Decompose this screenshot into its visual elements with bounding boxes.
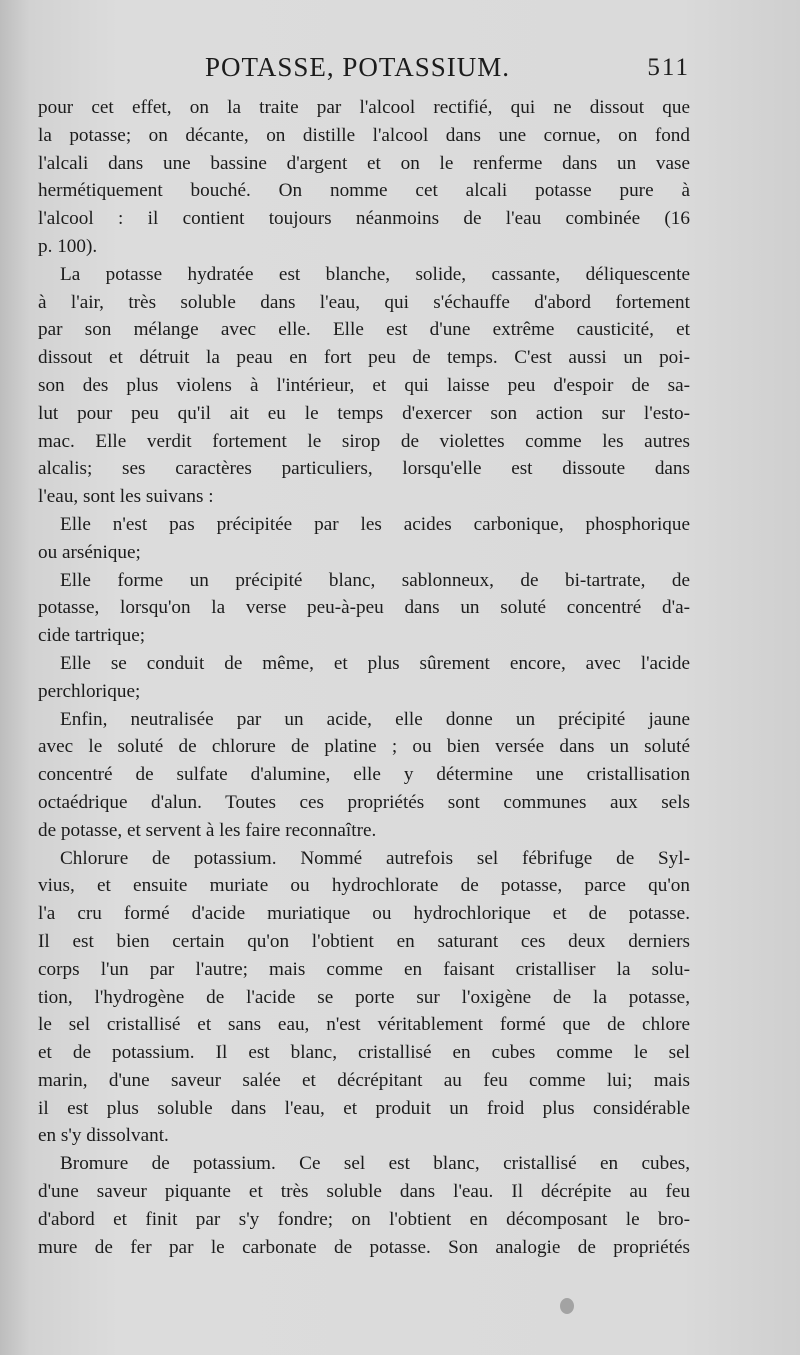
text-line: d'une saveur piquante et très soluble dans l'eau. Il décrépite au feu	[38, 1181, 690, 1203]
text-line: cide tartrique;	[38, 625, 146, 647]
text-line: à l'air, très soluble dans l'eau, qui s'échauffe d'abord fortement	[38, 291, 690, 313]
text-line: Bromure de potassium. Ce sel est blanc, cristallisé en cubes,	[60, 1153, 690, 1175]
text-line: concentré de sulfate d'alumine, elle y détermine une cristallisation	[38, 764, 690, 786]
text-line: perchlorique;	[38, 680, 141, 702]
text-line: pour cet effet, on la traite par l'alcool rectifié, qui ne dissout que	[38, 97, 690, 118]
text-line: Elle se conduit de même, et plus sûrement encore, avec l'acide	[60, 652, 690, 674]
body-text	[38, 94, 690, 1261]
text-line: l'eau, sont les suivans :	[38, 486, 214, 508]
text-line: d'abord et finit par s'y fondre; on l'obtient en décomposant le bro-	[38, 1208, 690, 1230]
text-line: ou arsénique;	[38, 541, 141, 563]
text-line: La potasse hydratée est blanche, solide, cassante, déliquescente	[60, 263, 690, 285]
text-line: lut pour peu qu'il ait eu le temps d'exercer son action sur l'esto-	[38, 402, 690, 424]
text-line: et de potassium. Il est blanc, cristallisé en cubes comme le sel	[38, 1042, 690, 1064]
text-line: l'alcool : il contient toujours néanmoins de l'eau combinée (16	[38, 208, 690, 230]
text-line: vius, et ensuite muriate ou hydrochlorate de potasse, parce qu'on	[38, 875, 690, 897]
text-line: p. 100).	[38, 235, 98, 257]
page-header	[40, 52, 690, 88]
text-line: le sel cristallisé et sans eau, n'est véritablement formé que de chlore	[38, 1014, 690, 1036]
text-line: corps l'un par l'autre; mais comme en faisant cristalliser la solu-	[38, 958, 690, 980]
text-line: Chlorure de potassium. Nommé autrefois sel fébrifuge de Syl-	[60, 847, 690, 869]
text-line: il est plus soluble dans l'eau, et produit un froid plus considérable	[38, 1097, 690, 1119]
text-line: hermétiquement bouché. On nomme cet alcali potasse pure à	[38, 180, 690, 202]
text-line: l'alcali dans une bassine d'argent et on le renferme dans un vase	[38, 152, 690, 174]
text-line: Enfin, neutralisée par un acide, elle donne un précipité jaune	[60, 708, 690, 730]
text-line: de potasse, et servent à les faire reconnaître.	[38, 819, 377, 841]
page-number: 511	[647, 54, 690, 81]
text-line: mure de fer par le carbonate de potasse. Son analogie de propriétés	[38, 1236, 690, 1258]
text-line: tion, l'hydrogène de l'acide se porte sur l'oxigène de la potasse,	[38, 986, 690, 1008]
text-line: potasse, lorsqu'on la verse peu-à-peu dans un soluté concentré d'a-	[38, 597, 690, 619]
text-line: octaédrique d'alun. Toutes ces propriétés sont communes aux sels	[38, 791, 690, 813]
text-line: en s'y dissolvant.	[38, 1125, 169, 1147]
text-line: Elle forme un précipité blanc, sablonneux, de bi-tartrate, de	[60, 569, 690, 591]
text-line: marin, d'une saveur salée et décrépitant au feu comme lui; mais	[38, 1069, 690, 1091]
text-line: alcalis; ses caractères particuliers, lorsqu'elle est dissoute dans	[38, 458, 690, 480]
text-line: mac. Elle verdit fortement le sirop de violettes comme les autres	[38, 430, 690, 452]
text-line: la potasse; on décante, on distille l'alcool dans une cornue, on fond	[38, 124, 690, 146]
text-line: Elle n'est pas précipitée par les acides carbonique, phosphorique	[60, 513, 690, 535]
text-line: son des plus violens à l'intérieur, et qui laisse peu d'espoir de sa-	[38, 374, 690, 396]
text-line: par son mélange avec elle. Elle est d'une extrême causticité, et	[38, 319, 690, 341]
text-line: dissout et détruit la peau en fort peu de temps. C'est aussi un poi-	[38, 347, 690, 369]
ink-spot	[560, 1298, 574, 1314]
running-title: POTASSE, POTASSIUM.	[205, 52, 510, 82]
text-line: avec le soluté de chlorure de platine ; ou bien versée dans un soluté	[38, 736, 690, 758]
text-line: l'a cru formé d'acide muriatique ou hydrochlorique et de potasse.	[38, 903, 690, 925]
text-line: Il est bien certain qu'on l'obtient en saturant ces deux derniers	[38, 930, 690, 952]
